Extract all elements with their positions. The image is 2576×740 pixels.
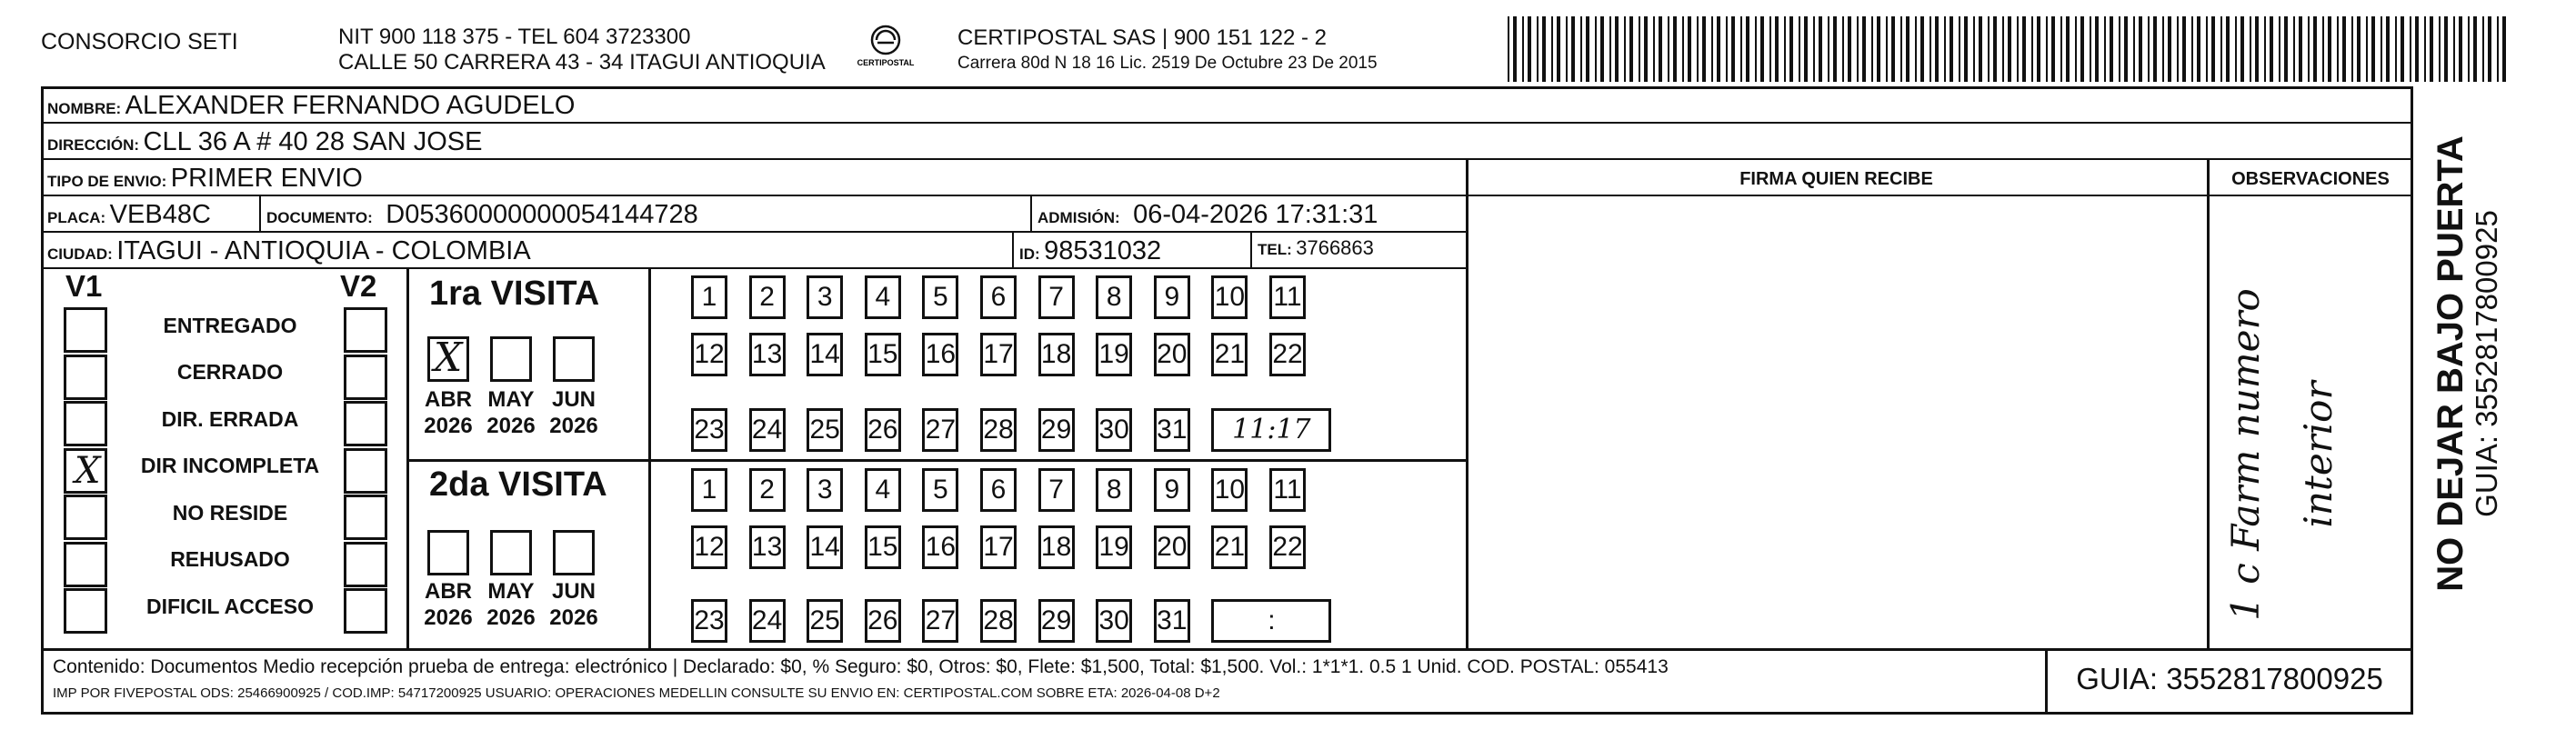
barcode-bar <box>2497 16 2499 82</box>
first-visit-day[interactable]: 21 <box>1211 333 1248 376</box>
barcode-bar <box>2148 16 2150 82</box>
id-row <box>1019 236 1161 266</box>
barcode-bar <box>1973 16 1975 82</box>
barcode-bar <box>2439 16 2441 82</box>
barcode-bar <box>1891 16 1895 82</box>
first-visit-day[interactable]: 20 <box>1154 333 1190 376</box>
v2-status-checkbox[interactable] <box>344 542 387 587</box>
barcode-bar <box>1929 16 1931 82</box>
first-visit-day[interactable]: 16 <box>922 333 958 376</box>
barcode-bar <box>2075 16 2077 82</box>
second-visit-day[interactable]: 30 <box>1096 599 1132 643</box>
barcode-bar <box>2401 16 2404 82</box>
first-visit-day[interactable]: 22 <box>1269 333 1306 376</box>
v1-status-checkbox[interactable] <box>64 355 107 400</box>
tipo-envio-value: PRIMER ENVIO <box>170 164 363 193</box>
first-visit-day[interactable]: 2 <box>749 275 786 319</box>
barcode-bar <box>1537 16 1539 82</box>
barcode-bar <box>2031 16 2033 82</box>
observaciones-handwriting: 1 c Farm numero interior <box>2223 288 2340 621</box>
first-visit-day[interactable]: 6 <box>980 275 1017 319</box>
tel-label: TEL: <box>1258 241 1292 258</box>
first-visit-day[interactable]: 28 <box>980 408 1017 452</box>
barcode-bar <box>2386 16 2390 82</box>
v2-status-checkbox[interactable] <box>344 495 387 540</box>
nombre-row <box>47 91 575 121</box>
barcode-bar <box>2066 16 2070 82</box>
documento-row <box>266 200 698 230</box>
footer-contenido: Contenido: Documentos Medio recepción prueba de entrega: electrónico | Declarado: $0, % Seguro: $0, Otros: $0, Flete: $1,500, Total: $1,500. Vol.: 1*1*1. 0.5 1 Unid. COD. POSTAL: 055413 <box>53 656 1669 677</box>
v2-status-checkbox[interactable] <box>344 401 387 446</box>
month-name: ABR <box>425 579 472 604</box>
barcode-bar <box>2124 16 2128 82</box>
barcode-bar <box>1784 16 1786 82</box>
barcode-bar <box>1624 16 1626 82</box>
barcode-bar <box>2022 16 2026 82</box>
second-visit-day[interactable]: 20 <box>1154 525 1190 569</box>
barcode-bar <box>2095 16 2099 82</box>
svg-text:CERTIPOSTAL: CERTIPOSTAL <box>857 58 915 67</box>
first-visit-day[interactable]: 4 <box>865 275 901 319</box>
barcode-bar <box>1629 16 1633 82</box>
nombre-value: ALEXANDER FERNANDO AGUDELO <box>125 91 576 120</box>
observaciones-label: OBSERVACIONES <box>2231 169 2390 189</box>
first-visit-day[interactable]: 10 <box>1211 275 1248 319</box>
first-visit-title: 1ra VISITA <box>429 275 600 313</box>
second-visit-day[interactable]: 5 <box>922 468 958 512</box>
tel-value: 3766863 <box>1296 236 1374 259</box>
barcode-bar <box>1717 16 1720 82</box>
barcode-bar <box>2328 16 2331 82</box>
barcode-bar <box>1877 16 1880 82</box>
second-visit-title: 2da VISITA <box>429 465 607 504</box>
barcode-bar <box>2235 16 2237 82</box>
barcode-bar <box>2226 16 2230 82</box>
barcode-bar <box>1580 16 1582 82</box>
barcode-bar <box>2220 16 2222 82</box>
barcode-bar <box>1755 16 1757 82</box>
month-year: 2026 <box>424 605 473 630</box>
id-label: ID: <box>1019 245 1040 263</box>
barcode-bar <box>1920 16 1924 82</box>
barcode-bar <box>2017 16 2019 82</box>
barcode-bar <box>1609 16 1611 82</box>
first-visit-day[interactable]: 17 <box>980 333 1017 376</box>
footer-imp: IMP POR FIVEPOSTAL ODS: 25466900925 / COD.IMP: 54717200925 USUARIO: OPERACIONES MEDELLIN CONSULTE SU ENVIO EN: CERTIPOSTAL.COM SOBRE ETA: 2026-04-08 D+2 <box>53 685 1220 701</box>
month-year: 2026 <box>486 605 536 630</box>
barcode-bar <box>1522 16 1524 82</box>
barcode-bar <box>1769 16 1771 82</box>
barcode-bar <box>1833 16 1837 82</box>
id-value: 98531032 <box>1044 236 1162 265</box>
barcode-bar <box>1950 16 1953 82</box>
first-visit-day[interactable]: 11 <box>1269 275 1306 319</box>
barcode-bar <box>2197 16 2200 82</box>
placa-value: VEB48C <box>109 200 211 229</box>
second-visit-day[interactable]: 8 <box>1096 468 1132 512</box>
tipo-envio-row <box>47 164 363 194</box>
first-visit-month-label <box>478 386 544 439</box>
barcode <box>1508 16 2508 82</box>
barcode-bar <box>1799 16 1800 82</box>
barcode-bar <box>1513 16 1517 82</box>
company-name: CONSORCIO SETI <box>41 29 238 55</box>
status-dir-incompleta: DIR INCOMPLETA <box>140 454 320 477</box>
barcode-bar <box>2080 16 2084 82</box>
second-visit-day[interactable]: 12 <box>691 525 727 569</box>
barcode-bar <box>1659 16 1662 82</box>
barcode-bar <box>1542 16 1546 82</box>
barcode-bar <box>2133 16 2135 82</box>
second-visit-month-label <box>541 578 606 631</box>
second-visit-day[interactable]: 7 <box>1038 468 1075 512</box>
barcode-bar <box>2279 16 2280 82</box>
documento-label: DOCUMENTO: <box>266 209 373 226</box>
barcode-bar <box>2357 16 2360 82</box>
first-visit-day[interactable]: 29 <box>1038 408 1075 452</box>
barcode-bar <box>1813 16 1815 82</box>
first-visit-time[interactable]: 11:17 <box>1211 408 1331 452</box>
barcode-bar <box>1746 16 1749 82</box>
documento-value: D05360000000054144728 <box>386 200 698 229</box>
barcode-bar <box>1944 16 1946 82</box>
first-visit-day[interactable]: 8 <box>1096 275 1132 319</box>
v2-status-checkbox[interactable] <box>344 307 387 353</box>
second-visit-month-checkbox[interactable] <box>427 530 469 575</box>
second-visit-month-label <box>478 578 544 631</box>
barcode-bar <box>1964 16 1968 82</box>
barcode-bar <box>2366 16 2368 82</box>
barcode-bar <box>1644 16 1648 82</box>
certipostal-logo <box>853 22 918 75</box>
barcode-bar <box>1688 16 1691 82</box>
v2-header: V2 <box>340 269 377 303</box>
v2-status-checkbox[interactable] <box>344 355 387 400</box>
first-visit-day[interactable]: 18 <box>1038 333 1075 376</box>
status-cerrado: CERRADO <box>176 360 284 384</box>
barcode-bar <box>1857 16 1859 82</box>
second-visit-day[interactable]: 15 <box>865 525 901 569</box>
barcode-bar <box>1842 16 1844 82</box>
first-visit-day[interactable]: 12 <box>691 333 727 376</box>
second-visit-day[interactable]: 21 <box>1211 525 1248 569</box>
certipostal-line: CERTIPOSTAL SAS | 900 151 122 - 2 <box>957 25 1327 50</box>
barcode-bar <box>1673 16 1677 82</box>
barcode-bar <box>2284 16 2288 82</box>
month-name: ABR <box>425 387 472 412</box>
footer-guia: GUIA: 3552817800925 <box>2076 662 2383 695</box>
barcode-bar <box>1697 16 1699 82</box>
barcode-bar <box>2381 16 2382 82</box>
barcode-bar <box>1557 16 1560 82</box>
first-visit-day[interactable]: 7 <box>1038 275 1075 319</box>
barcode-bar <box>1639 16 1640 82</box>
barcode-bar <box>1789 16 1793 82</box>
barcode-bar <box>1775 16 1779 82</box>
barcode-bar <box>2162 16 2164 82</box>
barcode-bar <box>1828 16 1829 82</box>
second-visit-day[interactable]: 27 <box>922 599 958 643</box>
barcode-bar <box>1571 16 1575 82</box>
v2-status-checkbox[interactable] <box>344 448 387 494</box>
barcode-bar <box>1959 16 1960 82</box>
second-visit-day[interactable]: 14 <box>807 525 843 569</box>
second-visit-day[interactable]: 26 <box>865 599 901 643</box>
address-line: CALLE 50 CARRERA 43 - 34 ITAGUI ANTIOQUIA <box>338 50 826 75</box>
tel-row <box>1258 236 1374 260</box>
first-visit-day[interactable]: 3 <box>807 275 843 319</box>
barcode-bar <box>2264 16 2266 82</box>
barcode-bar <box>1862 16 1866 82</box>
second-visit-month-checkbox[interactable] <box>490 530 532 575</box>
first-visit-month-checkbox[interactable] <box>490 336 532 382</box>
second-visit-day[interactable]: 17 <box>980 525 1017 569</box>
barcode-bar <box>2430 16 2433 82</box>
barcode-bar <box>2482 16 2484 82</box>
second-visit-day[interactable]: 29 <box>1038 599 1075 643</box>
v2-status-checkbox[interactable] <box>344 588 387 634</box>
month-year: 2026 <box>549 605 598 630</box>
barcode-bar <box>2008 16 2011 82</box>
barcode-bar <box>2453 16 2455 82</box>
barcode-bar <box>1740 16 1742 82</box>
month-year: 2026 <box>486 414 536 438</box>
direccion-value: CLL 36 A # 40 28 SAN JOSE <box>143 127 483 156</box>
barcode-bar <box>1702 16 1706 82</box>
barcode-bar <box>2371 16 2375 82</box>
month-name: MAY <box>487 579 535 604</box>
v1-dir-incompleta-mark: X <box>75 450 101 492</box>
second-visit-day[interactable]: 24 <box>749 599 786 643</box>
first-visit-month-label <box>416 386 481 439</box>
first-visit-day[interactable]: 27 <box>922 408 958 452</box>
barcode-bar <box>1668 16 1669 82</box>
second-visit-day[interactable]: 13 <box>749 525 786 569</box>
barcode-bar <box>1653 16 1655 82</box>
barcode-bar <box>2177 16 2179 82</box>
barcode-bar <box>2139 16 2142 82</box>
barcode-bar <box>2090 16 2091 82</box>
direccion-label: DIRECCIÓN: <box>47 136 140 154</box>
first-visit-day[interactable]: 13 <box>749 333 786 376</box>
barcode-bar <box>2168 16 2171 82</box>
barcode-bar <box>2110 16 2113 82</box>
second-visit-month-checkbox[interactable] <box>553 530 595 575</box>
barcode-bar <box>2046 16 2048 82</box>
v1-status-checkbox[interactable] <box>64 307 107 353</box>
barcode-bar <box>2255 16 2259 82</box>
barcode-bar <box>2051 16 2055 82</box>
barcode-bar <box>1935 16 1939 82</box>
barcode-bar <box>2424 16 2426 82</box>
firma-label: FIRMA QUIEN RECIBE <box>1739 169 1933 189</box>
barcode-bar <box>1900 16 1902 82</box>
status-no-reside: NO RESIDE <box>172 501 288 525</box>
second-visit-day[interactable]: 3 <box>807 468 843 512</box>
barcode-bar <box>2299 16 2302 82</box>
barcode-bar <box>1993 16 1997 82</box>
first-visit-day[interactable]: 5 <box>922 275 958 319</box>
nombre-label: NOMBRE: <box>47 100 122 117</box>
barcode-bar <box>1682 16 1684 82</box>
barcode-bar <box>2250 16 2251 82</box>
barcode-bar <box>1528 16 1531 82</box>
second-visit-time[interactable]: : <box>1211 599 1331 643</box>
admision-label: ADMISIÓN: <box>1037 209 1120 226</box>
second-visit-day[interactable]: 6 <box>980 468 1017 512</box>
side-guia: GUIA: 3552817800925 <box>2470 210 2503 517</box>
second-visit-day[interactable]: 16 <box>922 525 958 569</box>
barcode-bar <box>2502 16 2506 82</box>
barcode-bar <box>2037 16 2040 82</box>
status-dir-errada: DIR. ERRADA <box>161 407 299 431</box>
first-visit-day[interactable]: 24 <box>749 408 786 452</box>
v1-status-checkbox[interactable] <box>64 588 107 634</box>
barcode-bar <box>2468 16 2470 82</box>
barcode-bar <box>2191 16 2193 82</box>
ciudad-row <box>47 236 531 266</box>
barcode-bar <box>1615 16 1619 82</box>
barcode-bar <box>2415 16 2419 82</box>
second-visit-day[interactable]: 28 <box>980 599 1017 643</box>
barcode-bar <box>2313 16 2317 82</box>
second-visit-day[interactable]: 18 <box>1038 525 1075 569</box>
nit-line: NIT 900 118 375 - TEL 604 3723300 <box>338 25 691 49</box>
barcode-bar <box>1886 16 1888 82</box>
barcode-bar <box>1819 16 1822 82</box>
placa-row <box>47 200 211 230</box>
barcode-bar <box>2322 16 2324 82</box>
first-visit-day[interactable]: 23 <box>691 408 727 452</box>
barcode-bar <box>1600 16 1604 82</box>
first-visit-month-label <box>541 386 606 439</box>
barcode-bar <box>2459 16 2462 82</box>
barcode-bar <box>2351 16 2353 82</box>
second-visit-day[interactable]: 19 <box>1096 525 1132 569</box>
month-name: MAY <box>487 387 535 412</box>
barcode-bar <box>1508 16 1509 82</box>
barcode-bar <box>1711 16 1713 82</box>
second-visit-month-label <box>416 578 481 631</box>
barcode-bar <box>1726 16 1728 82</box>
barcode-bar <box>2444 16 2448 82</box>
barcode-bar <box>1804 16 1808 82</box>
barcode-bar <box>1871 16 1873 82</box>
first-visit-month-checkbox[interactable] <box>553 336 595 382</box>
v1-status-checkbox[interactable] <box>64 401 107 446</box>
barcode-bar <box>2270 16 2273 82</box>
placa-label: PLACA: <box>47 209 106 226</box>
barcode-bar <box>1551 16 1553 82</box>
barcode-bar <box>2395 16 2397 82</box>
barcode-bar <box>2206 16 2208 82</box>
tipo-envio-label: TIPO DE ENVIO: <box>47 173 167 190</box>
barcode-bar <box>2060 16 2062 82</box>
second-visit-day[interactable]: 25 <box>807 599 843 643</box>
barcode-bar <box>2182 16 2186 82</box>
first-visit-month-mark: X <box>434 335 463 381</box>
status-entregado: ENTREGADO <box>163 314 297 337</box>
month-year: 2026 <box>424 414 473 438</box>
first-visit-day[interactable]: 19 <box>1096 333 1132 376</box>
barcode-bar <box>1595 16 1597 82</box>
ciudad-value: ITAGUI - ANTIOQUIA - COLOMBIA <box>116 236 531 265</box>
barcode-bar <box>2240 16 2244 82</box>
barcode-bar <box>2153 16 2157 82</box>
second-visit-day[interactable]: 10 <box>1211 468 1248 512</box>
first-visit-day[interactable]: 15 <box>865 333 901 376</box>
barcode-bar <box>2337 16 2339 82</box>
admision-row <box>1037 200 1378 230</box>
barcode-bar <box>1848 16 1851 82</box>
v1-status-checkbox[interactable] <box>64 542 107 587</box>
barcode-bar <box>2119 16 2120 82</box>
barcode-bar <box>2308 16 2310 82</box>
barcode-bar <box>1760 16 1764 82</box>
barcode-bar <box>1906 16 1909 82</box>
second-visit-day[interactable]: 22 <box>1269 525 1306 569</box>
barcode-bar <box>2002 16 2004 82</box>
second-visit-day[interactable]: 11 <box>1269 468 1306 512</box>
barcode-bar <box>2211 16 2215 82</box>
admision-value: 06-04-2026 17:31:31 <box>1133 200 1378 229</box>
second-visit-day[interactable]: 4 <box>865 468 901 512</box>
side-no-dejar: NO DEJAR BAJO PUERTA <box>2431 135 2471 592</box>
barcode-bar <box>2293 16 2295 82</box>
second-visit-day[interactable]: 1 <box>691 468 727 512</box>
first-visit-day[interactable]: 30 <box>1096 408 1132 452</box>
second-visit-day[interactable]: 23 <box>691 599 727 643</box>
first-visit-day[interactable]: 26 <box>865 408 901 452</box>
status-dificil-acceso: DIFICIL ACCESO <box>145 595 314 618</box>
ciudad-label: CIUDAD: <box>47 245 113 263</box>
barcode-bar <box>2473 16 2477 82</box>
second-visit-day[interactable]: 9 <box>1154 468 1190 512</box>
first-visit-day[interactable]: 31 <box>1154 408 1190 452</box>
status-rehusado: REHUSADO <box>170 547 290 571</box>
first-visit-day[interactable]: 1 <box>691 275 727 319</box>
barcode-bar <box>2104 16 2106 82</box>
license-line: Carrera 80d N 18 16 Lic. 2519 De Octubre 23 De 2015 <box>957 54 1378 73</box>
barcode-bar <box>2342 16 2346 82</box>
second-visit-day[interactable]: 31 <box>1154 599 1190 643</box>
barcode-bar <box>2488 16 2491 82</box>
direccion-row <box>47 127 482 157</box>
barcode-bar <box>1979 16 1982 82</box>
barcode-bar <box>2410 16 2411 82</box>
first-visit-day[interactable]: 9 <box>1154 275 1190 319</box>
barcode-bar <box>1586 16 1589 82</box>
barcode-bar <box>1566 16 1568 82</box>
v1-header: V1 <box>65 269 103 303</box>
barcode-bar <box>1915 16 1917 82</box>
barcode-bar <box>1731 16 1735 82</box>
first-visit-day[interactable]: 25 <box>807 408 843 452</box>
month-year: 2026 <box>549 414 598 438</box>
barcode-bar <box>1988 16 1990 82</box>
first-visit-day[interactable]: 14 <box>807 333 843 376</box>
second-visit-day[interactable]: 2 <box>749 468 786 512</box>
month-name: JUN <box>551 387 596 412</box>
month-name: JUN <box>551 579 596 604</box>
v1-status-checkbox[interactable] <box>64 495 107 540</box>
